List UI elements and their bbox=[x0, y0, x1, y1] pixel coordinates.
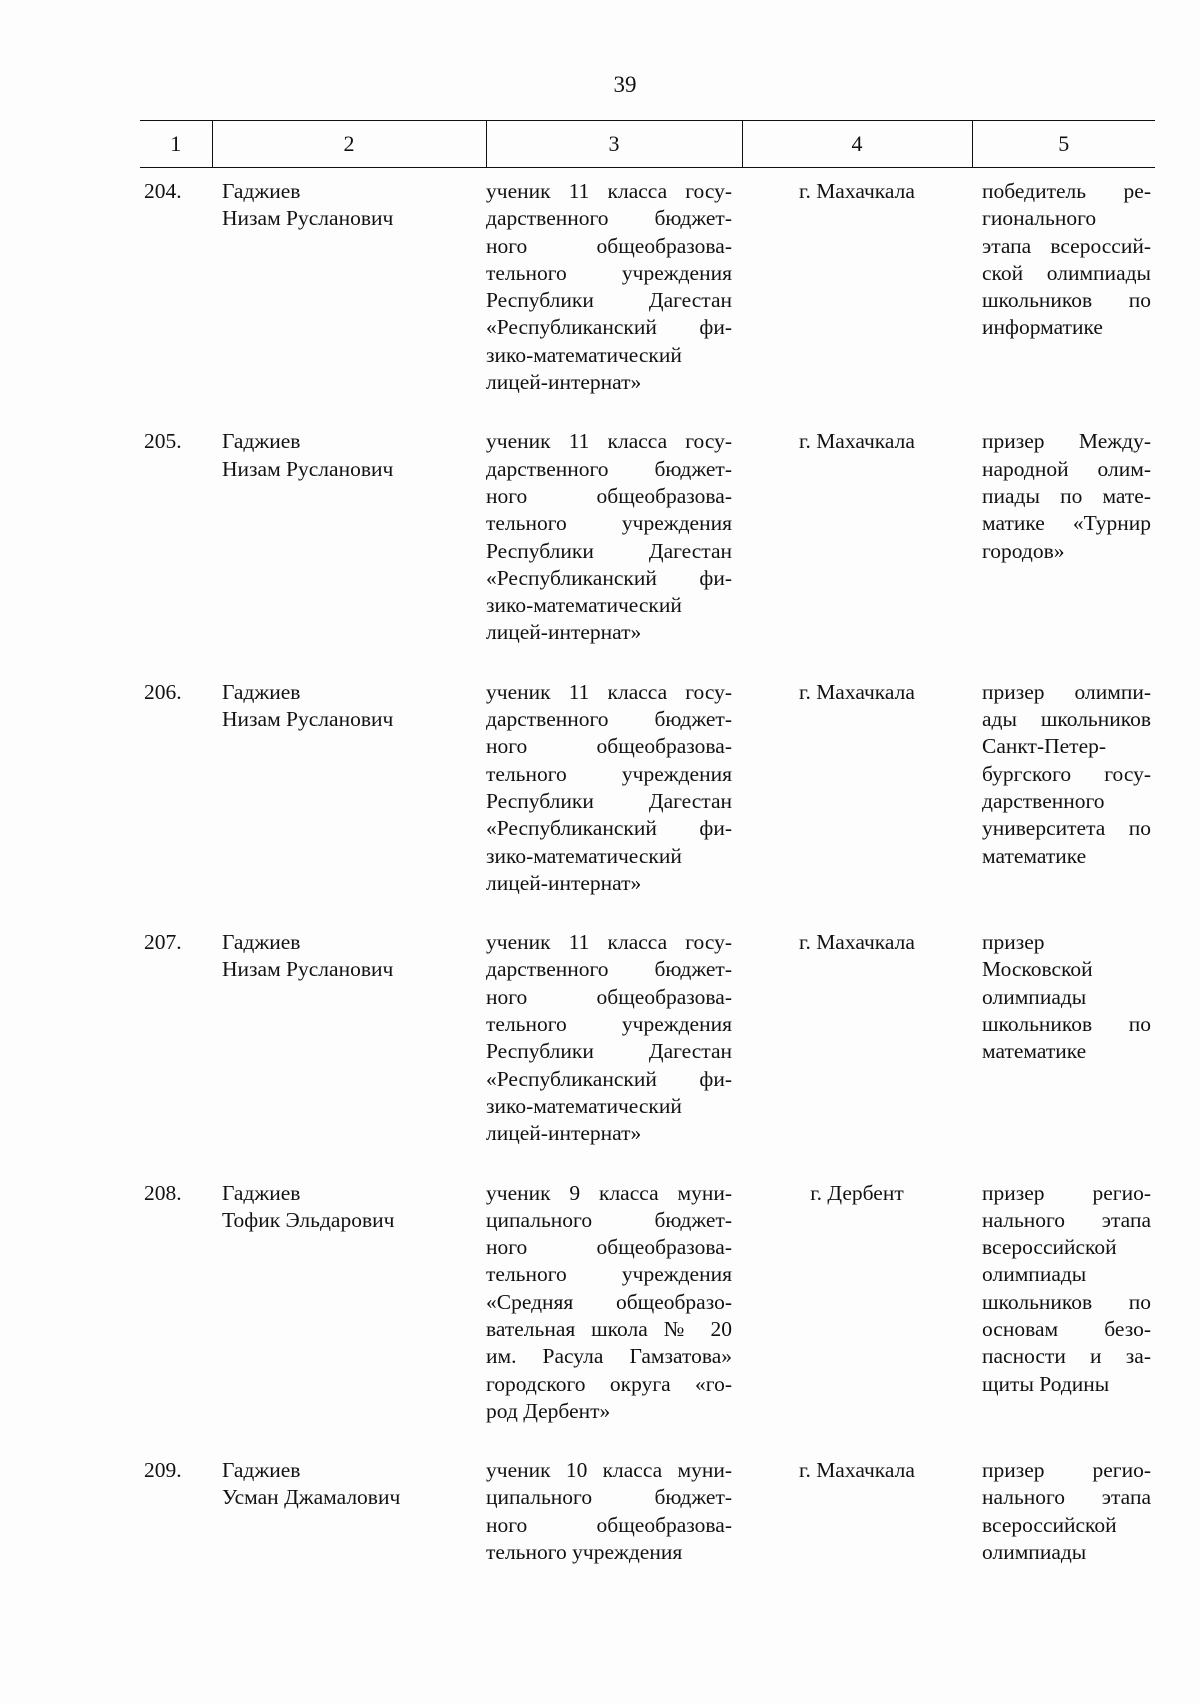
organization-line: ципального бюджет- bbox=[486, 1207, 732, 1232]
organization-line: «Республиканский фи- bbox=[486, 315, 732, 340]
table-row bbox=[140, 168, 1155, 397]
award-line: призер регио- bbox=[982, 1458, 1151, 1483]
person-name-cell bbox=[212, 168, 486, 397]
organization-line: лицей-интернат» bbox=[486, 1121, 642, 1146]
organization-line: «Средняя общеобразо- bbox=[486, 1289, 732, 1314]
organization-line: ципального бюджет- bbox=[486, 1485, 732, 1510]
surname: Гаджиев bbox=[222, 179, 301, 203]
table-header-row bbox=[140, 121, 1155, 168]
given-names: Низам Русланович bbox=[222, 456, 394, 481]
spacer-cell bbox=[140, 1425, 1155, 1447]
award-line: всероссийской bbox=[982, 1512, 1117, 1537]
row-number: 209. bbox=[144, 1458, 182, 1483]
award-line: ской олимпиады bbox=[982, 260, 1151, 285]
awardees-table bbox=[140, 120, 1155, 1566]
award-cell bbox=[972, 168, 1155, 397]
award-line: университета по bbox=[982, 816, 1151, 841]
organization-line: тельного учреждения bbox=[486, 1540, 683, 1565]
table-row bbox=[140, 1170, 1155, 1426]
surname: Гаджиев bbox=[222, 1180, 301, 1205]
organization-cell bbox=[486, 168, 742, 397]
row-number: 207. bbox=[144, 930, 182, 955]
award-line: дарственного bbox=[982, 788, 1105, 813]
organization-line: им. Расула Гамзатова» bbox=[486, 1344, 732, 1369]
row-number: 205. bbox=[144, 429, 182, 454]
organization-line: тельного учреждения bbox=[486, 761, 732, 786]
award-line: бургского госу- bbox=[982, 761, 1151, 786]
person-name-cell bbox=[212, 1170, 486, 1426]
award-line: нального этапа bbox=[982, 1485, 1151, 1510]
organization-line: вательная школа № 20 bbox=[486, 1316, 732, 1341]
organization-cell bbox=[486, 418, 742, 646]
organization-cell bbox=[486, 1170, 742, 1426]
award-cell bbox=[972, 1170, 1155, 1426]
organization-line: лицей-интернат» bbox=[486, 870, 642, 895]
organization-line: ученик 9 класса муни- bbox=[486, 1180, 732, 1205]
award-cell bbox=[972, 418, 1155, 646]
row-number: 204. bbox=[144, 179, 182, 203]
award-line: математике bbox=[982, 843, 1087, 868]
organization-line: дарственного бюджет- bbox=[486, 456, 732, 481]
organization-line: ного общеобразова- bbox=[486, 233, 732, 258]
city-cell: г. Махачкала bbox=[799, 1458, 915, 1483]
award-line: ады школьников bbox=[982, 707, 1151, 732]
organization-line: дарственного бюджет- bbox=[486, 707, 732, 732]
organization-line: род Дербент» bbox=[486, 1398, 611, 1423]
award-line: Санкт-Петер- bbox=[982, 734, 1107, 759]
award-line: олимпиады bbox=[982, 1262, 1087, 1287]
award-cell bbox=[972, 1447, 1155, 1566]
organization-line: ного общеобразова- bbox=[486, 734, 732, 759]
surname: Гаджиев bbox=[222, 1458, 301, 1483]
table-row bbox=[140, 669, 1155, 897]
organization-cell bbox=[486, 919, 742, 1147]
table-row bbox=[140, 418, 1155, 646]
award-cell bbox=[972, 669, 1155, 897]
spacer-cell bbox=[140, 897, 1155, 919]
award-line: этапа всероссий- bbox=[982, 233, 1151, 258]
city-cell: г. Махачкала bbox=[799, 429, 915, 454]
award-line: нального этапа bbox=[982, 1207, 1151, 1232]
award-line: призер bbox=[982, 930, 1045, 955]
organization-line: лицей-интернат» bbox=[486, 370, 642, 395]
row-spacer bbox=[140, 1148, 1155, 1170]
organization-line: ученик 11 класса госу- bbox=[486, 679, 732, 704]
city-cell: г. Дербент bbox=[810, 1180, 904, 1205]
row-number: 206. bbox=[144, 679, 182, 704]
organization-line: ного общеобразова- bbox=[486, 483, 732, 508]
award-line: школьников по bbox=[982, 1289, 1151, 1314]
person-name-cell bbox=[212, 418, 486, 646]
person-name-cell bbox=[212, 1447, 486, 1566]
award-line: призер регио- bbox=[982, 1180, 1151, 1205]
person-name-cell bbox=[212, 669, 486, 897]
organization-cell bbox=[486, 669, 742, 897]
organization-line: тельного учреждения bbox=[486, 511, 732, 536]
column-header-4: 4 bbox=[742, 121, 972, 168]
organization-line: «Республиканский фи- bbox=[486, 1066, 732, 1091]
organization-line: «Республиканский фи- bbox=[486, 565, 732, 590]
organization-line: тельного учреждения bbox=[486, 1262, 732, 1287]
organization-line: Республики Дагестан bbox=[486, 788, 732, 813]
organization-line: тельного учреждения bbox=[486, 260, 732, 285]
organization-line: лицей-интернат» bbox=[486, 620, 642, 645]
award-line: матике «Турнир bbox=[982, 511, 1151, 536]
award-line: олимпиады bbox=[982, 984, 1087, 1009]
organization-line: Республики Дагестан bbox=[486, 1039, 732, 1064]
spacer-cell bbox=[140, 647, 1155, 669]
award-line: всероссийской bbox=[982, 1235, 1117, 1260]
person-name-cell bbox=[212, 919, 486, 1147]
award-line: пиады по мате- bbox=[982, 483, 1151, 508]
award-line: информатике bbox=[982, 315, 1103, 340]
organization-cell bbox=[486, 1447, 742, 1566]
organization-line: дарственного бюджет- bbox=[486, 957, 732, 982]
award-line: пасности и за- bbox=[982, 1344, 1151, 1369]
given-names: Низам Русланович bbox=[222, 957, 394, 982]
organization-line: зико-математический bbox=[486, 1093, 682, 1118]
award-line: призер Между- bbox=[982, 429, 1151, 454]
column-header-2: 2 bbox=[212, 121, 486, 168]
row-spacer bbox=[140, 647, 1155, 669]
award-line: математике bbox=[982, 1039, 1087, 1064]
award-line: городов» bbox=[982, 538, 1065, 563]
column-header-3: 3 bbox=[486, 121, 742, 168]
given-names: Низам Русланович bbox=[222, 707, 394, 732]
city-cell: г. Махачкала bbox=[799, 930, 915, 955]
given-names: Тофик Эльдарович bbox=[222, 1207, 395, 1232]
organization-line: зико-математический bbox=[486, 843, 682, 868]
row-spacer bbox=[140, 897, 1155, 919]
organization-line: городского округа «го- bbox=[486, 1371, 732, 1396]
row-spacer bbox=[140, 1425, 1155, 1447]
surname: Гаджиев bbox=[222, 930, 301, 955]
organization-line: ного общеобразова- bbox=[486, 1512, 732, 1537]
given-names: Низам Русланович bbox=[222, 206, 394, 231]
city-cell: г. Махачкала bbox=[799, 179, 915, 203]
award-line: победитель ре- bbox=[982, 179, 1151, 203]
organization-line: «Республиканский фи- bbox=[486, 816, 732, 841]
row-number: 208. bbox=[144, 1180, 182, 1205]
spacer-cell bbox=[140, 1148, 1155, 1170]
organization-line: Республики Дагестан bbox=[486, 538, 732, 563]
organization-line: ученик 11 класса госу- bbox=[486, 429, 732, 454]
organization-line: ученик 11 класса госу- bbox=[486, 179, 732, 203]
table-body bbox=[140, 168, 1155, 1567]
organization-line: Республики Дагестан bbox=[486, 288, 732, 313]
organization-line: ного общеобразова- bbox=[486, 1235, 732, 1260]
award-line: щиты Родины bbox=[982, 1371, 1110, 1396]
organization-line: ного общеобразова- bbox=[486, 984, 732, 1009]
page-number: 39 bbox=[613, 72, 637, 97]
award-line: школьников по bbox=[982, 1012, 1151, 1037]
row-spacer bbox=[140, 396, 1155, 418]
spacer-cell bbox=[140, 396, 1155, 418]
award-line: школьников по bbox=[982, 288, 1151, 313]
column-header-1: 1 bbox=[140, 121, 212, 168]
award-line: олимпиады bbox=[982, 1540, 1087, 1565]
organization-line: зико-математический bbox=[486, 342, 682, 367]
surname: Гаджиев bbox=[222, 679, 301, 704]
organization-line: тельного учреждения bbox=[486, 1012, 732, 1037]
award-line: гионального bbox=[982, 206, 1097, 231]
organization-line: ученик 11 класса госу- bbox=[486, 930, 732, 955]
organization-line: дарственного бюджет- bbox=[486, 206, 732, 231]
column-header-5: 5 bbox=[972, 121, 1155, 168]
table-row bbox=[140, 1447, 1155, 1566]
award-line: призер олимпи- bbox=[982, 679, 1151, 704]
award-line: Московской bbox=[982, 957, 1093, 982]
city-cell: г. Махачкала bbox=[799, 679, 915, 704]
award-line: основам безо- bbox=[982, 1316, 1151, 1341]
award-cell bbox=[972, 919, 1155, 1147]
award-line: народной олим- bbox=[982, 456, 1151, 481]
given-names: Усман Джамалович bbox=[222, 1485, 401, 1510]
table-row bbox=[140, 919, 1155, 1147]
surname: Гаджиев bbox=[222, 429, 301, 454]
organization-line: ученик 10 класса муни- bbox=[486, 1458, 732, 1483]
organization-line: зико-математический bbox=[486, 593, 682, 618]
